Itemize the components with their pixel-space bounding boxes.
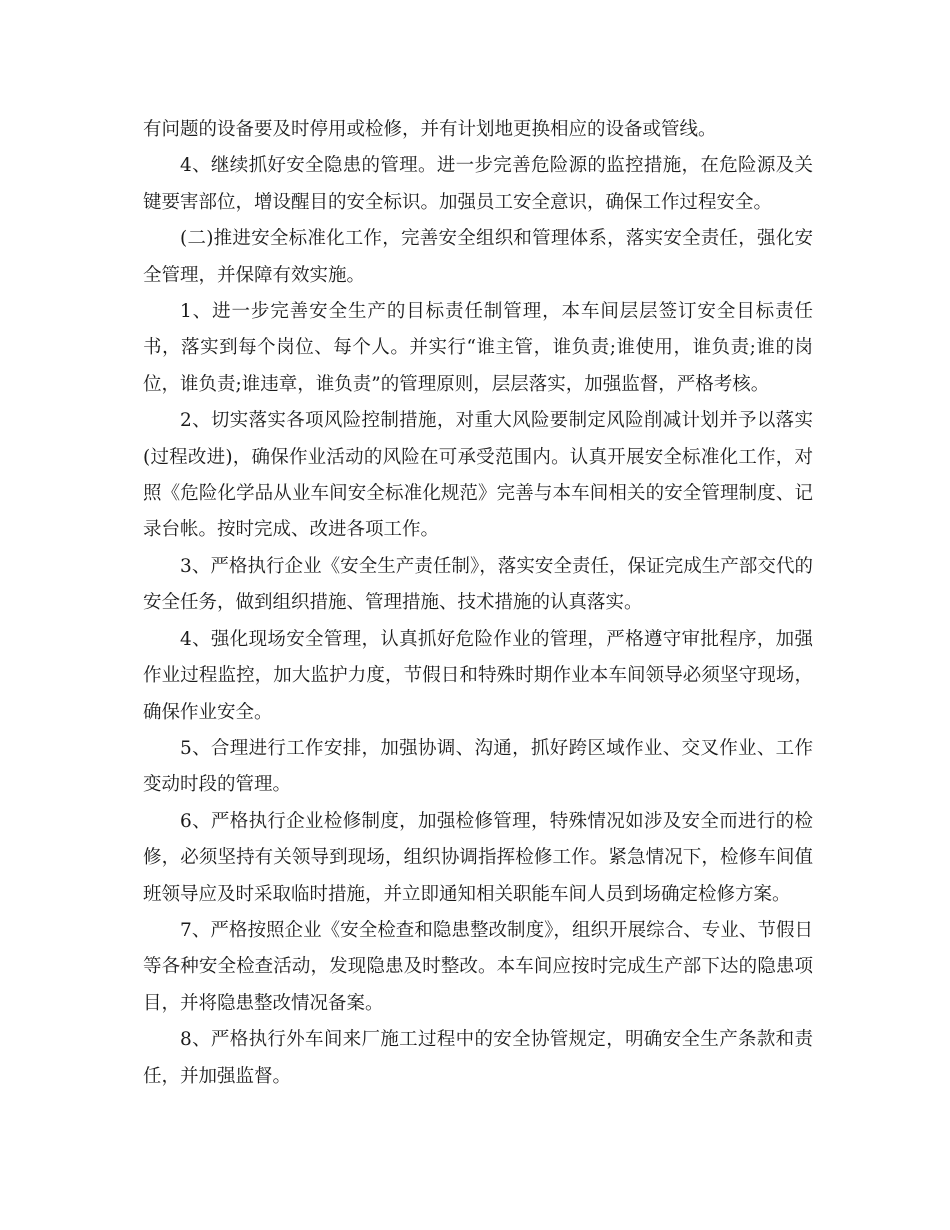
paragraph-item-2: 2、切实落实各项风险控制措施，对重大风险要制定风险削减计划并予以落实(过程改进)，确保作业活动的风险在可承受范围内。认真开展安全标准化工作，对照《危险化学品从业车间安全标准化规范》完善与本车间相关的安全管理制度、记录台帐。按时完成、改进各项工作。 (143, 410, 813, 541)
paragraph-item-6: 6、严格执行企业检修制度，加强检修管理，特殊情况如涉及安全而进行的检修，必须坚持有关领导到现场，组织协调指挥检修工作。紧急情况下，检修车间值班领导应及时采取临时措施，并立即通知相关职能车间人员到场确定检修方案。 (143, 810, 813, 905)
section-heading-2: (二)推进安全标准化工作，完善安全组织和管理体系，落实安全责任，强化安全管理，并保障有效实施。 (143, 228, 813, 286)
paragraph-item-1: 1、进一步完善安全生产的目标责任制管理，本车间层层签订安全目标责任书，落实到每个岗位、每个人。并实行“谁主管，谁负责;谁使用，谁负责;谁的岗位，谁负责;谁违章，谁负责”的管理原则，层层落实，加强监督，严格考核。 (143, 301, 813, 395)
paragraph-item-7: 7、严格按照企业《安全检查和隐患整改制度》，组织开展综合、专业、节假日等各种安全检查活动，发现隐患及时整改。本车间应按时完成生产部下达的隐患项目，并将隐患整改情况备案。 (143, 919, 813, 1014)
paragraph-item-5: 5、合理进行工作安排，加强协调、沟通，抓好跨区域作业、交叉作业、工作变动时段的管理。 (143, 737, 813, 796)
paragraph-item-3: 3、严格执行企业《安全生产责任制》，落实安全责任，保证完成生产部交代的安全任务，做到组织措施、管理措施、技术措施的认真落实。 (143, 555, 813, 614)
paragraph-item-4-hazards: 4、继续抓好安全隐患的管理。进一步完善危险源的监控措施，在危险源及关键要害部位，增设醒目的安全标识。加强员工安全意识，确保工作过程安全。 (143, 155, 813, 213)
paragraph-item-4: 4、强化现场安全管理，认真抓好危险作业的管理，严格遵守审批程序，加强作业过程监控，加大监护力度，节假日和特殊时期作业本车间领导必须坚守现场，确保作业安全。 (143, 628, 813, 723)
paragraph-item-8: 8、严格执行外车间来厂施工过程中的安全协管规定，明确安全生产条款和责任，并加强监督。 (143, 1029, 813, 1087)
paragraph-continuation: 有问题的设备要及时停用或检修，并有计划地更换相应的设备或管线。 (143, 119, 717, 140)
document-body (143, 112, 813, 1095)
